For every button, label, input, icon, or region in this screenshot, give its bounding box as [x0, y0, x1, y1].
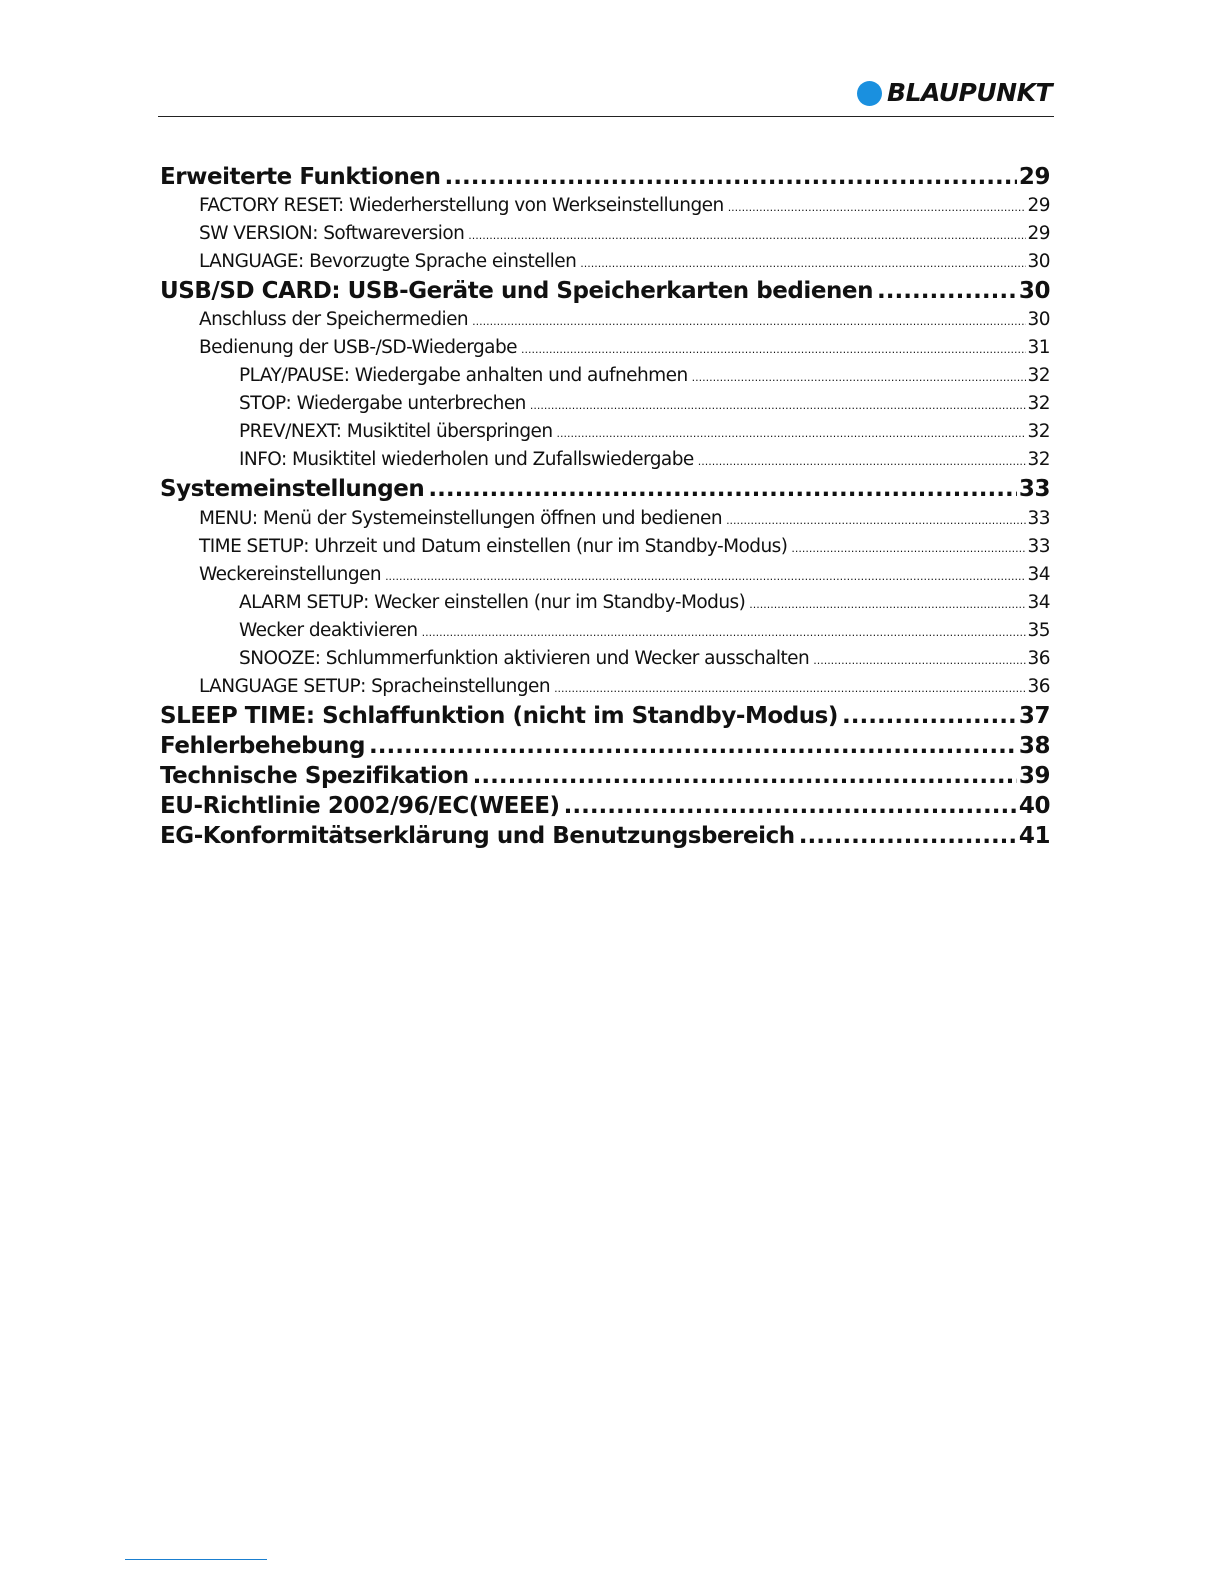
toc-entry[interactable] — [160, 533, 1050, 561]
toc-entry-page: 33 — [1027, 535, 1050, 557]
brand-dot-icon — [857, 81, 882, 106]
toc-entry[interactable] — [160, 446, 1050, 474]
toc-entry[interactable] — [160, 731, 1050, 761]
toc-entry-page: 41 — [1018, 823, 1050, 850]
toc-entry[interactable] — [160, 617, 1050, 645]
toc-entry-title: Bedienung der USB-/SD-Wiedergabe — [199, 337, 517, 359]
toc-dot-leader — [422, 619, 1026, 647]
toc-entry[interactable] — [160, 220, 1050, 248]
toc-entry[interactable] — [160, 561, 1050, 589]
toc-entry-page: 40 — [1018, 793, 1050, 820]
toc-entry[interactable] — [160, 645, 1050, 673]
toc-dot-leader — [842, 701, 1017, 731]
toc-entry-page: 30 — [1027, 251, 1050, 273]
toc-dot-leader — [468, 222, 1025, 250]
toc-entry-page: 30 — [1027, 309, 1050, 331]
toc-entry-page: 34 — [1027, 563, 1050, 585]
toc-dot-leader — [698, 448, 1026, 476]
toc-entry-page: 36 — [1027, 675, 1050, 697]
toc-entry-title: SLEEP TIME: Schlaffunktion (nicht im Standby-Modus) — [160, 702, 838, 729]
toc-entry[interactable] — [160, 306, 1050, 334]
toc-entry-title: EU-Richtlinie 2002/96/EC(WEEE) — [160, 793, 560, 820]
toc-dot-leader — [428, 474, 1017, 504]
toc-entry[interactable] — [160, 362, 1050, 390]
toc-entry[interactable] — [160, 192, 1050, 220]
toc-entry-title: EG-Konformitätserklärung und Benutzungsbereich — [160, 823, 795, 850]
toc-dot-leader — [369, 731, 1017, 761]
toc-entry-page: 29 — [1027, 223, 1050, 245]
toc-entry-title: FACTORY RESET: Wiederherstellung von Werkseinstellungen — [199, 195, 724, 217]
toc-entry-page: 33 — [1018, 476, 1050, 503]
toc-entry-title: Wecker deaktivieren — [239, 619, 418, 641]
toc-entry[interactable] — [160, 248, 1050, 276]
toc-dot-leader — [554, 675, 1025, 703]
toc-entry-title: Fehlerbehebung — [160, 732, 365, 759]
toc-entry-title: Weckereinstellungen — [199, 563, 382, 585]
toc-entry-title: SW VERSION: Softwareversion — [199, 223, 465, 245]
toc-entry[interactable] — [160, 673, 1050, 701]
toc-dot-leader — [385, 563, 1025, 591]
toc-entry[interactable] — [160, 701, 1050, 731]
toc-entry[interactable] — [160, 418, 1050, 446]
toc-entry-page: 36 — [1027, 647, 1050, 669]
toc-entry[interactable] — [160, 791, 1050, 821]
toc-entry[interactable] — [160, 821, 1050, 851]
toc-entry-title: Anschluss der Speichermedien — [199, 309, 469, 331]
brand-name: BLAUPUNKT — [887, 78, 1052, 107]
toc-entry-title: PLAY/PAUSE: Wiedergabe anhalten und aufnehmen — [239, 365, 688, 387]
toc-entry-title: LANGUAGE SETUP: Spracheinstellungen — [199, 675, 551, 697]
toc-entry-page: 32 — [1027, 421, 1050, 443]
toc-dot-leader — [580, 250, 1025, 278]
toc-dot-leader — [530, 392, 1026, 420]
toc-entry-page: 32 — [1027, 365, 1050, 387]
toc-dot-leader — [813, 647, 1025, 675]
toc-entry-page: 29 — [1018, 164, 1050, 190]
toc-entry-title: Systemeinstellungen — [160, 476, 425, 503]
toc-entry-page: 37 — [1018, 702, 1050, 729]
toc-entry-title: PREV/NEXT: Musiktitel überspringen — [239, 421, 553, 443]
toc-dot-leader — [728, 194, 1026, 222]
toc-entry-page: 31 — [1027, 337, 1050, 359]
toc-dot-leader — [472, 308, 1025, 336]
toc-dot-leader — [473, 761, 1017, 791]
toc-entry[interactable] — [160, 390, 1050, 418]
toc-entry-title: ALARM SETUP: Wecker einstellen (nur im Standby-Modus) — [239, 591, 746, 613]
toc-entry-title: Technische Spezifikation — [160, 762, 469, 789]
toc-entry-title: SNOOZE: Schlummerfunktion aktivieren und Wecker ausschalten — [239, 647, 810, 669]
toc-dot-leader — [877, 276, 1017, 306]
toc-entry-page: 33 — [1027, 507, 1050, 529]
toc-entry[interactable] — [160, 474, 1050, 504]
toc-dot-leader — [749, 591, 1025, 619]
toc-entry-page: 29 — [1027, 195, 1050, 217]
toc-entry[interactable] — [160, 505, 1050, 533]
toc-dot-leader — [726, 507, 1025, 535]
toc-entry[interactable] — [160, 589, 1050, 617]
toc-dot-leader — [791, 535, 1025, 563]
toc-entry-page: 32 — [1027, 449, 1050, 471]
toc-entry-title: USB/SD CARD: USB-Geräte und Speicherkarten bedienen — [160, 278, 874, 305]
page-header — [158, 70, 1054, 117]
toc-entry-title: LANGUAGE: Bevorzugte Sprache einstellen — [199, 251, 577, 273]
toc-dot-leader — [521, 336, 1026, 364]
table-of-contents — [160, 162, 1050, 852]
brand-logo — [857, 78, 1052, 108]
toc-dot-leader — [692, 364, 1026, 392]
toc-entry-page: 38 — [1018, 732, 1050, 759]
footer-rule — [125, 1559, 267, 1560]
toc-dot-leader — [799, 821, 1017, 851]
toc-entry[interactable] — [160, 761, 1050, 791]
toc-entry-page: 34 — [1027, 591, 1050, 613]
toc-entry[interactable] — [160, 276, 1050, 306]
toc-entry[interactable] — [160, 334, 1050, 362]
toc-dot-leader — [564, 791, 1017, 821]
toc-entry-title: STOP: Wiedergabe unterbrechen — [239, 393, 526, 415]
toc-entry-page: 35 — [1027, 619, 1050, 641]
toc-entry-title: MENU: Menü der Systemeinstellungen öffnen und bedienen — [199, 507, 723, 529]
toc-dot-leader — [557, 420, 1026, 448]
toc-entry-title: INFO: Musiktitel wiederholen und Zufallswiedergabe — [239, 449, 694, 471]
toc-entry-title: TIME SETUP: Uhrzeit und Datum einstellen (nur im Standby-Modus) — [199, 535, 788, 557]
toc-entry[interactable] — [160, 162, 1050, 192]
toc-entry-page: 30 — [1018, 278, 1050, 305]
toc-entry-title: Erweiterte Funktionen — [160, 164, 441, 190]
toc-entry-page: 39 — [1018, 762, 1050, 789]
toc-dot-leader — [445, 162, 1017, 192]
toc-entry-page: 32 — [1027, 393, 1050, 415]
